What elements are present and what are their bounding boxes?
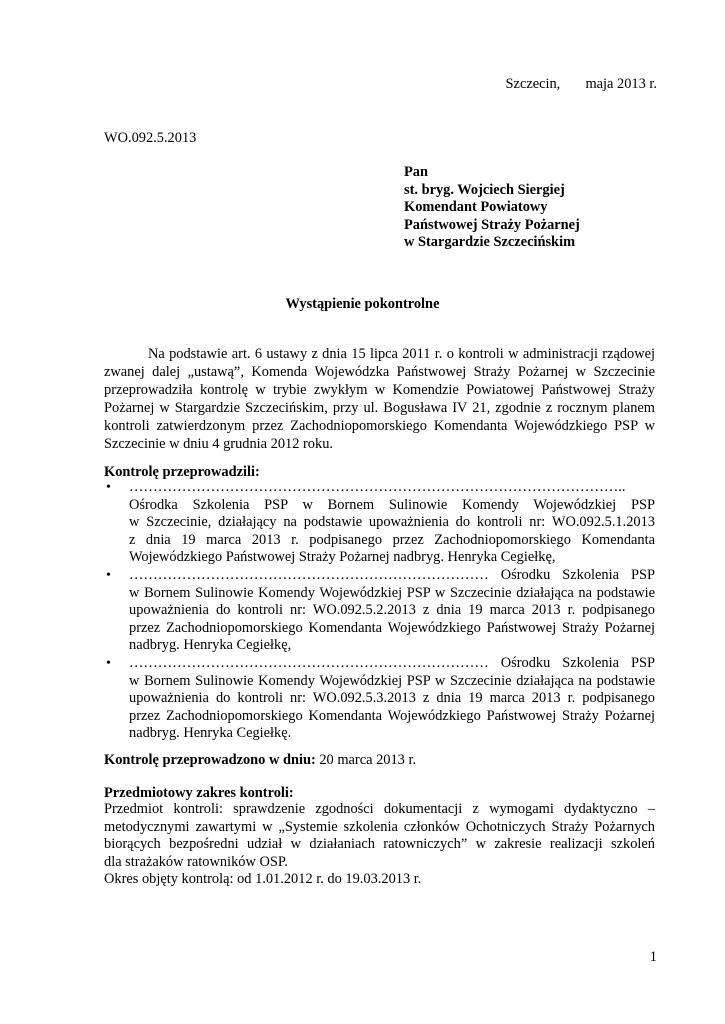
addressee-line: st. bryg. Wojciech Siergiej (404, 181, 565, 198)
place-date: Szczecin, maja 2013 r. (505, 76, 657, 92)
intro-text (104, 345, 655, 453)
page-number: 1 (649, 949, 657, 965)
team-line: nadbryg. Henryka Cegiełkę. (129, 725, 292, 742)
scope-line: dla strażaków ratowników OSP. (104, 853, 288, 870)
list-item (104, 567, 655, 655)
control-date-label: Kontrolę przeprowadzono w dniu: (104, 752, 316, 768)
control-date-value: 20 marca 2013 r. (319, 752, 417, 768)
team-line: ………………………………………………………………………………………….. (129, 479, 626, 495)
scope-line: metodycznymi zawartymi w „Systemie szkolenia członków Ochotniczych Straży Pożarnych (104, 818, 655, 835)
team-line: ………………………………………………………………… Ośrodku Szkolenia PSP (129, 566, 655, 583)
team-line: w Bornem Sulinowie Komendy Wojewódzkiej PSP w Szczecinie działająca na podstawie (129, 584, 655, 601)
team-heading: Kontrolę przeprowadzili: (104, 464, 260, 480)
team-line: ………………………………………………………………… Ośrodku Szkolenia PSP (129, 654, 655, 671)
addressee-line: w Stargardzie Szczecińskim (404, 234, 576, 250)
intro-line: zwanej dalej „ustawą”, Komenda Wojewódzka Państwowej Straży Pożarnej w Szczecinie (104, 364, 655, 380)
intro-line: przeprowadziła kontrolę w trybie zwykłym w Komendzie Powiatowej Państwowej Straży (104, 382, 655, 398)
list-item (104, 479, 655, 567)
intro-line: Na podstawie art. 6 ustawy z dnia 15 lipca 2011 r. o kontroli w administracji rządowej (148, 346, 655, 362)
scope-paragraph (104, 801, 655, 889)
team-line: w Szczecinie, działający na podstawie upoważnienia do kontroli nr: WO.092.5.1.2013 (129, 514, 655, 531)
bullet-icon: • (106, 567, 111, 583)
intro-paragraph (104, 345, 655, 453)
team-line: Ośrodka Szkolenia PSP w Bornem Sulinowie Komendy Wojewódzkiej PSP (129, 496, 655, 513)
team-line: nadbryg. Henryka Cegiełkę, (129, 637, 292, 654)
scope-line: Przedmiot kontroli: sprawdzenie zgodności dokumentacji z wymogami dydaktyczno – (104, 801, 655, 817)
team-line: przez Zachodniopomorskiego Komendanta Wojewódzkiego Państwowej Straży Pożarnej (129, 619, 655, 636)
team-line: Wojewódzkiego Państwowej Straży Pożarnej nadbryg. Henryka Cegiełkę, (129, 549, 556, 566)
scope-line: Okres objęty kontrolą: od 1.01.2012 r. do 19.03.2013 r. (104, 871, 422, 888)
addressee-line: Komendant Powiatowy (404, 199, 548, 215)
intro-line: kontroli zatwierdzonym przez Zachodniopomorskiego Komendanta Wojewódzkiego PSP (104, 418, 638, 434)
scope-line: biorących bezpośredni udział w działaniach ratowniczych” w zakresie realizacji szkoleń (104, 836, 655, 853)
addressee-line: Pan (404, 164, 428, 180)
reference-number: WO.092.5.2013 (104, 130, 197, 146)
intro-line: w Szczecinie w dniu 4 grudnia 2012 roku. (104, 418, 655, 452)
scope-heading: Przedmiotowy zakres kontroli: (104, 785, 294, 801)
intro-line: Pożarnej w Stargardzie Szczecińskim, przy ul. Bogusława IV 21, zgodnie z rocznym planem (104, 400, 655, 416)
team-line: przez Zachodniopomorskiego Komendanta Wojewódzkiego Państwowej Straży Pożarnej (129, 707, 655, 724)
addressee-block (404, 164, 580, 252)
bullet-icon: • (106, 480, 111, 495)
team-line: w Bornem Sulinowie Komendy Wojewódzkiej PSP w Szczecinie działająca na podstawie (129, 672, 655, 689)
bullet-icon: • (106, 655, 111, 671)
document-title: Wystąpienie pokontrolne (285, 296, 440, 312)
list-item (104, 655, 655, 743)
team-line: upoważnienia do kontroli nr: WO.092.5.3.2013 z dnia 19 marca 2013 r. podpisanego (129, 690, 655, 707)
control-date-row (104, 752, 416, 769)
team-line: z dnia 19 marca 2013 r. podpisanego przez Zachodniopomorskiego Komendanta (129, 531, 655, 548)
addressee-line: Państwowej Straży Pożarnej (404, 216, 580, 233)
team-list (104, 479, 655, 743)
team-line: upoważnienia do kontroli nr: WO.092.5.2.2013 z dnia 19 marca 2013 r. podpisanego (129, 602, 655, 619)
